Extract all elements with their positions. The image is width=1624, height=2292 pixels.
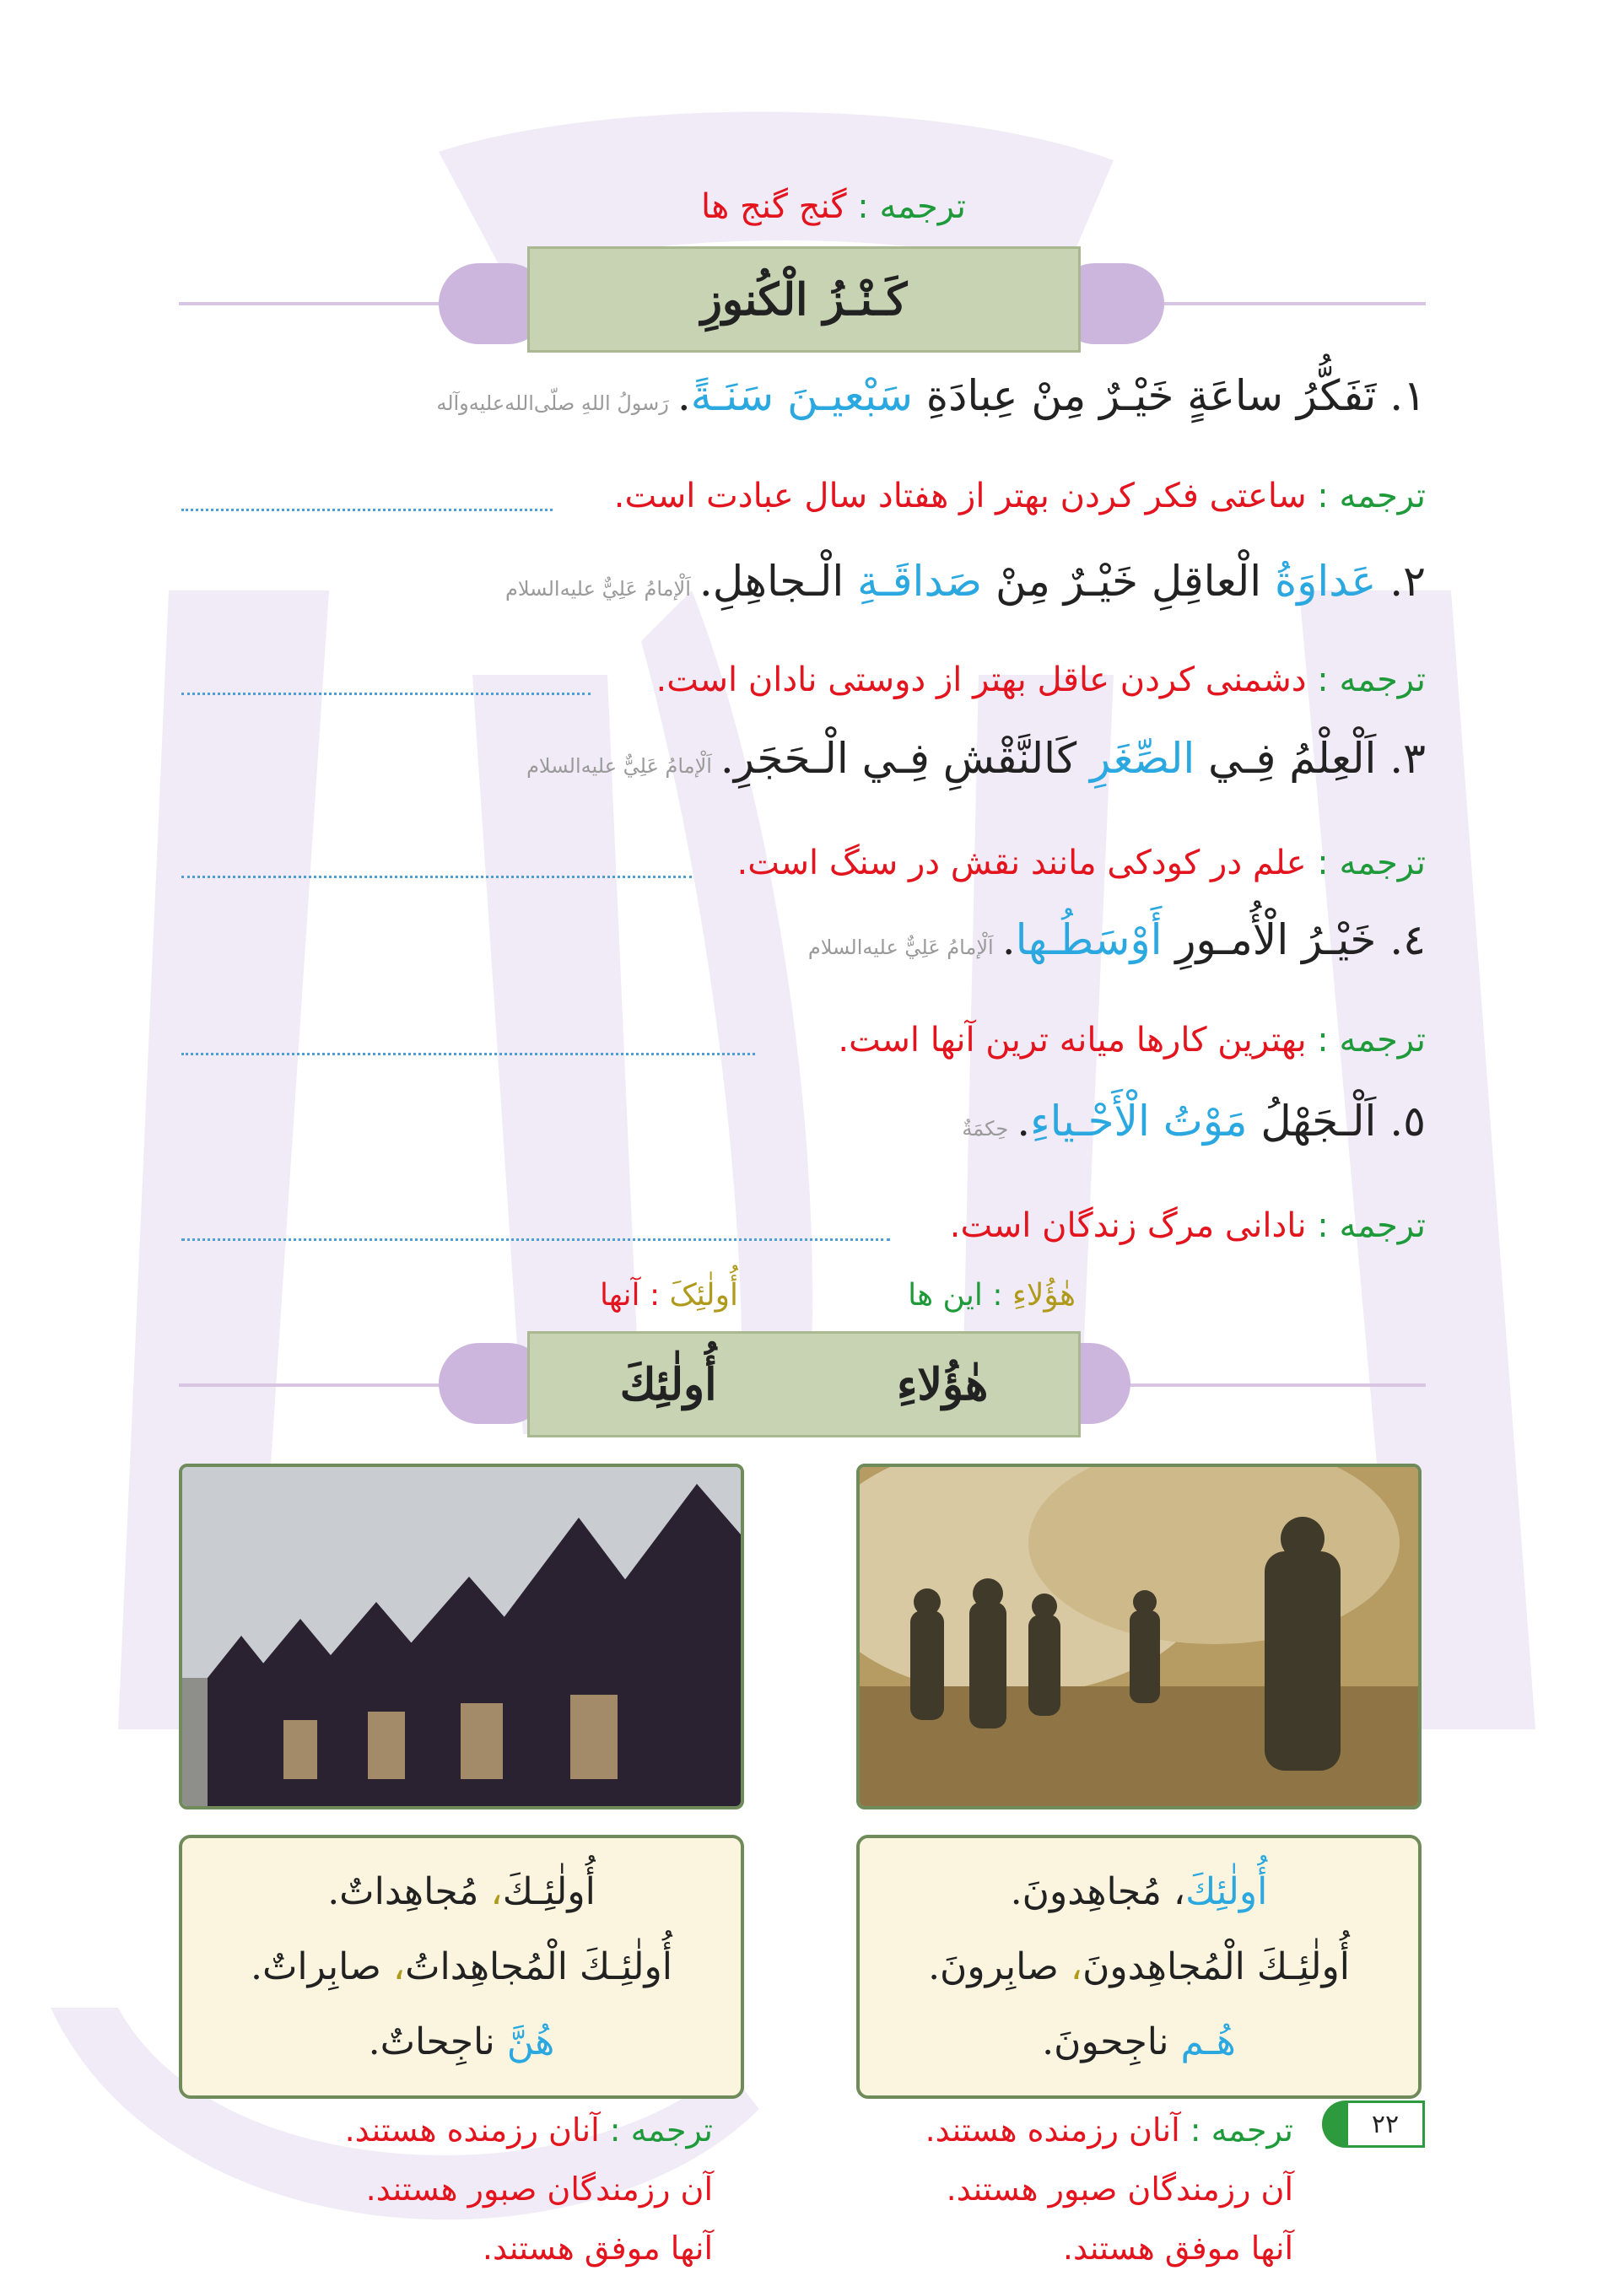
hadith-translation [656,661,1426,699]
card-masculine [856,1835,1422,2099]
demonstrative-meanings [908,1278,1076,1313]
text-run: آنان رزمنده هستند. [925,2111,1180,2149]
women-photo [179,1464,744,1809]
card-line [1011,1870,1268,1913]
hadith-translation [838,1021,1426,1060]
text-run: مُجاهِداتٌ. [327,1870,479,1913]
hadith-translation [614,477,1426,515]
hadith-translation [737,844,1426,882]
card-line [1042,2020,1236,2063]
text-run: الصِّغَرِ [1090,734,1195,783]
text-run: ناجِحونَ. [1042,2020,1181,2063]
text-run: آن رزمندگان صبور هستند. [365,2171,713,2208]
text-run: أَوْسَطُـها [1015,915,1163,964]
haula-word: هٰؤُلاءِ [1012,1278,1076,1313]
text-run: أُولٰئِـكَ [502,1870,596,1913]
translation-label: ترجمه : [1306,1021,1426,1060]
text-run: . [677,371,691,420]
caption-line [925,2160,1293,2219]
dotted-rule [181,876,692,878]
text-run: ، [478,1870,503,1913]
caption-line [345,2219,713,2278]
text-run: ، مُجاهِدونَ. [1010,1870,1186,1913]
text-run: ترجمه : [1179,2111,1293,2149]
card-line [928,1945,1350,1988]
hadith-source: رَسولُ اللهِ صلّی‌الله‌علیه‌وآله [436,391,669,415]
hadith-number: ٥. [1376,1097,1426,1146]
translation-text: بهترین کارها میانه ترین آنها است. [838,1021,1307,1060]
text-run: ترجمه : [599,2111,713,2149]
card-line [251,1945,672,1988]
hadith-source: اَلْإمامُ عَلِيٌّ علیه‌السلام [807,936,994,959]
hadith-source: اَلْإمامُ عَلِيٌّ علیه‌السلام [505,577,691,601]
card-feminine [179,1835,744,2099]
text-run: هُنَّ [506,2020,555,2063]
text-run: صابِراتٌ. [250,1945,381,1988]
hadith-number: ١. [1376,371,1426,420]
caption-line [925,2101,1293,2160]
text-run: آنها موفق هستند. [1062,2230,1293,2267]
dotted-rule [181,509,553,511]
translation-label: ترجمه : [1306,844,1426,882]
text-run: الْـجاهِلِ. [699,557,858,606]
hadith-translation [950,1206,1426,1245]
banner-haula: هٰؤُلاءِ [896,1358,989,1410]
translation-text: ساعتی فکر کردن بهتر از هفتاد سال عبادت است. [613,477,1307,515]
translation-text: گنج گنج ها [701,187,847,226]
caption-line [345,2101,713,2160]
translation-text: نادانی مرگ زندگان است. [949,1206,1307,1245]
translation-label: ترجمه : [1306,1206,1426,1245]
caption-line [925,2219,1293,2278]
hadith-2 [505,557,1426,606]
hadith-5 [962,1097,1426,1146]
text-run: أُولٰئِـكَ الْمُجاهِداتُ [405,1945,673,1988]
text-run: ، [380,1945,406,1988]
page-number: ٢٢ [1346,2101,1425,2148]
demonstrative-meanings-2 [600,1278,738,1313]
hadith-number: ٣. [1376,734,1426,783]
text-run: صَداقَـةِ [857,557,983,606]
text-run: مَوْتُ الْأَحْـياءِ [1030,1097,1248,1146]
card-line [369,2020,555,2063]
caption-masculine [925,2101,1293,2278]
translation-label: ترجمه : [1306,661,1426,699]
hadith-source: حِكمَةٌ [962,1117,1009,1141]
banner-title: كَـنْـزُ الْكُنوزِ [700,273,908,326]
translation-label: ترجمه : [1306,477,1426,515]
translation-text: دشمنی کردن عاقل بهتر از دوستی نادان است. [656,661,1307,699]
text-run: هُـم [1180,2020,1236,2063]
hadith-number: ٢. [1376,557,1426,606]
dotted-rule [181,1238,890,1241]
text-run: تَفَكُّرُ ساعَةٍ خَيْـرٌ مِنْ عِبادَةِ [913,371,1377,420]
text-run: صابِرونَ. [928,1945,1059,1988]
soldiers-photo [856,1464,1422,1809]
text-run: آنها موفق هستند. [482,2230,713,2267]
translation-label: ترجمه : [857,187,966,226]
ulaika-meaning: : آنها [599,1278,661,1313]
caption-line [345,2160,713,2219]
caption-feminine [345,2101,713,2278]
text-run: . [1017,1097,1031,1146]
text-run: آنان رزمنده هستند. [344,2111,600,2149]
hadith-source: اَلْإمامُ عَلِيٌّ علیه‌السلام [526,754,712,778]
text-run: اَلْعِلْمُ فِـي [1195,734,1377,783]
banner-ulaika: أُولٰئِكَ [619,1358,717,1410]
card-line [327,1870,596,1913]
text-run: خَيْـرُ الْأُمـورِ [1162,915,1377,964]
text-run: . [1001,915,1016,964]
haula-meaning: : این ها [908,1278,1003,1313]
section-banner [527,246,1081,353]
text-run: سَبْعيـنَ سَنَـةً [690,371,913,420]
text-run: الْعاقِلِ خَيْـرٌ مِنْ [982,557,1276,606]
text-run: ، [1058,1945,1083,1988]
text-run: أُولٰئِكَ [1185,1870,1268,1913]
hadith-number: ٤. [1376,915,1426,964]
text-run: آن رزمندگان صبور هستند. [946,2171,1293,2208]
hadith-1 [436,371,1426,420]
text-run: أُولٰئِـكَ الْمُجاهِدونَ [1082,1945,1350,1988]
dotted-rule [181,1053,755,1055]
title-translation [701,187,966,226]
text-run: عَداوَةُ [1275,557,1377,606]
hadith-4 [808,915,1426,964]
demonstrative-banner [527,1331,1081,1437]
text-run: كَالنَّقْشِ فِـي الْـحَجَرِ. [720,734,1091,783]
hadith-3 [526,734,1426,783]
ulaika-word: أُولٰئِکَ [669,1278,738,1313]
translation-text: علم در کودکی مانند نقش در سنگ است. [736,844,1307,882]
text-run: اَلْـجَهْلُ [1247,1097,1377,1146]
text-run: ناجِحاتٌ. [368,2020,507,2063]
dotted-rule [181,693,591,695]
